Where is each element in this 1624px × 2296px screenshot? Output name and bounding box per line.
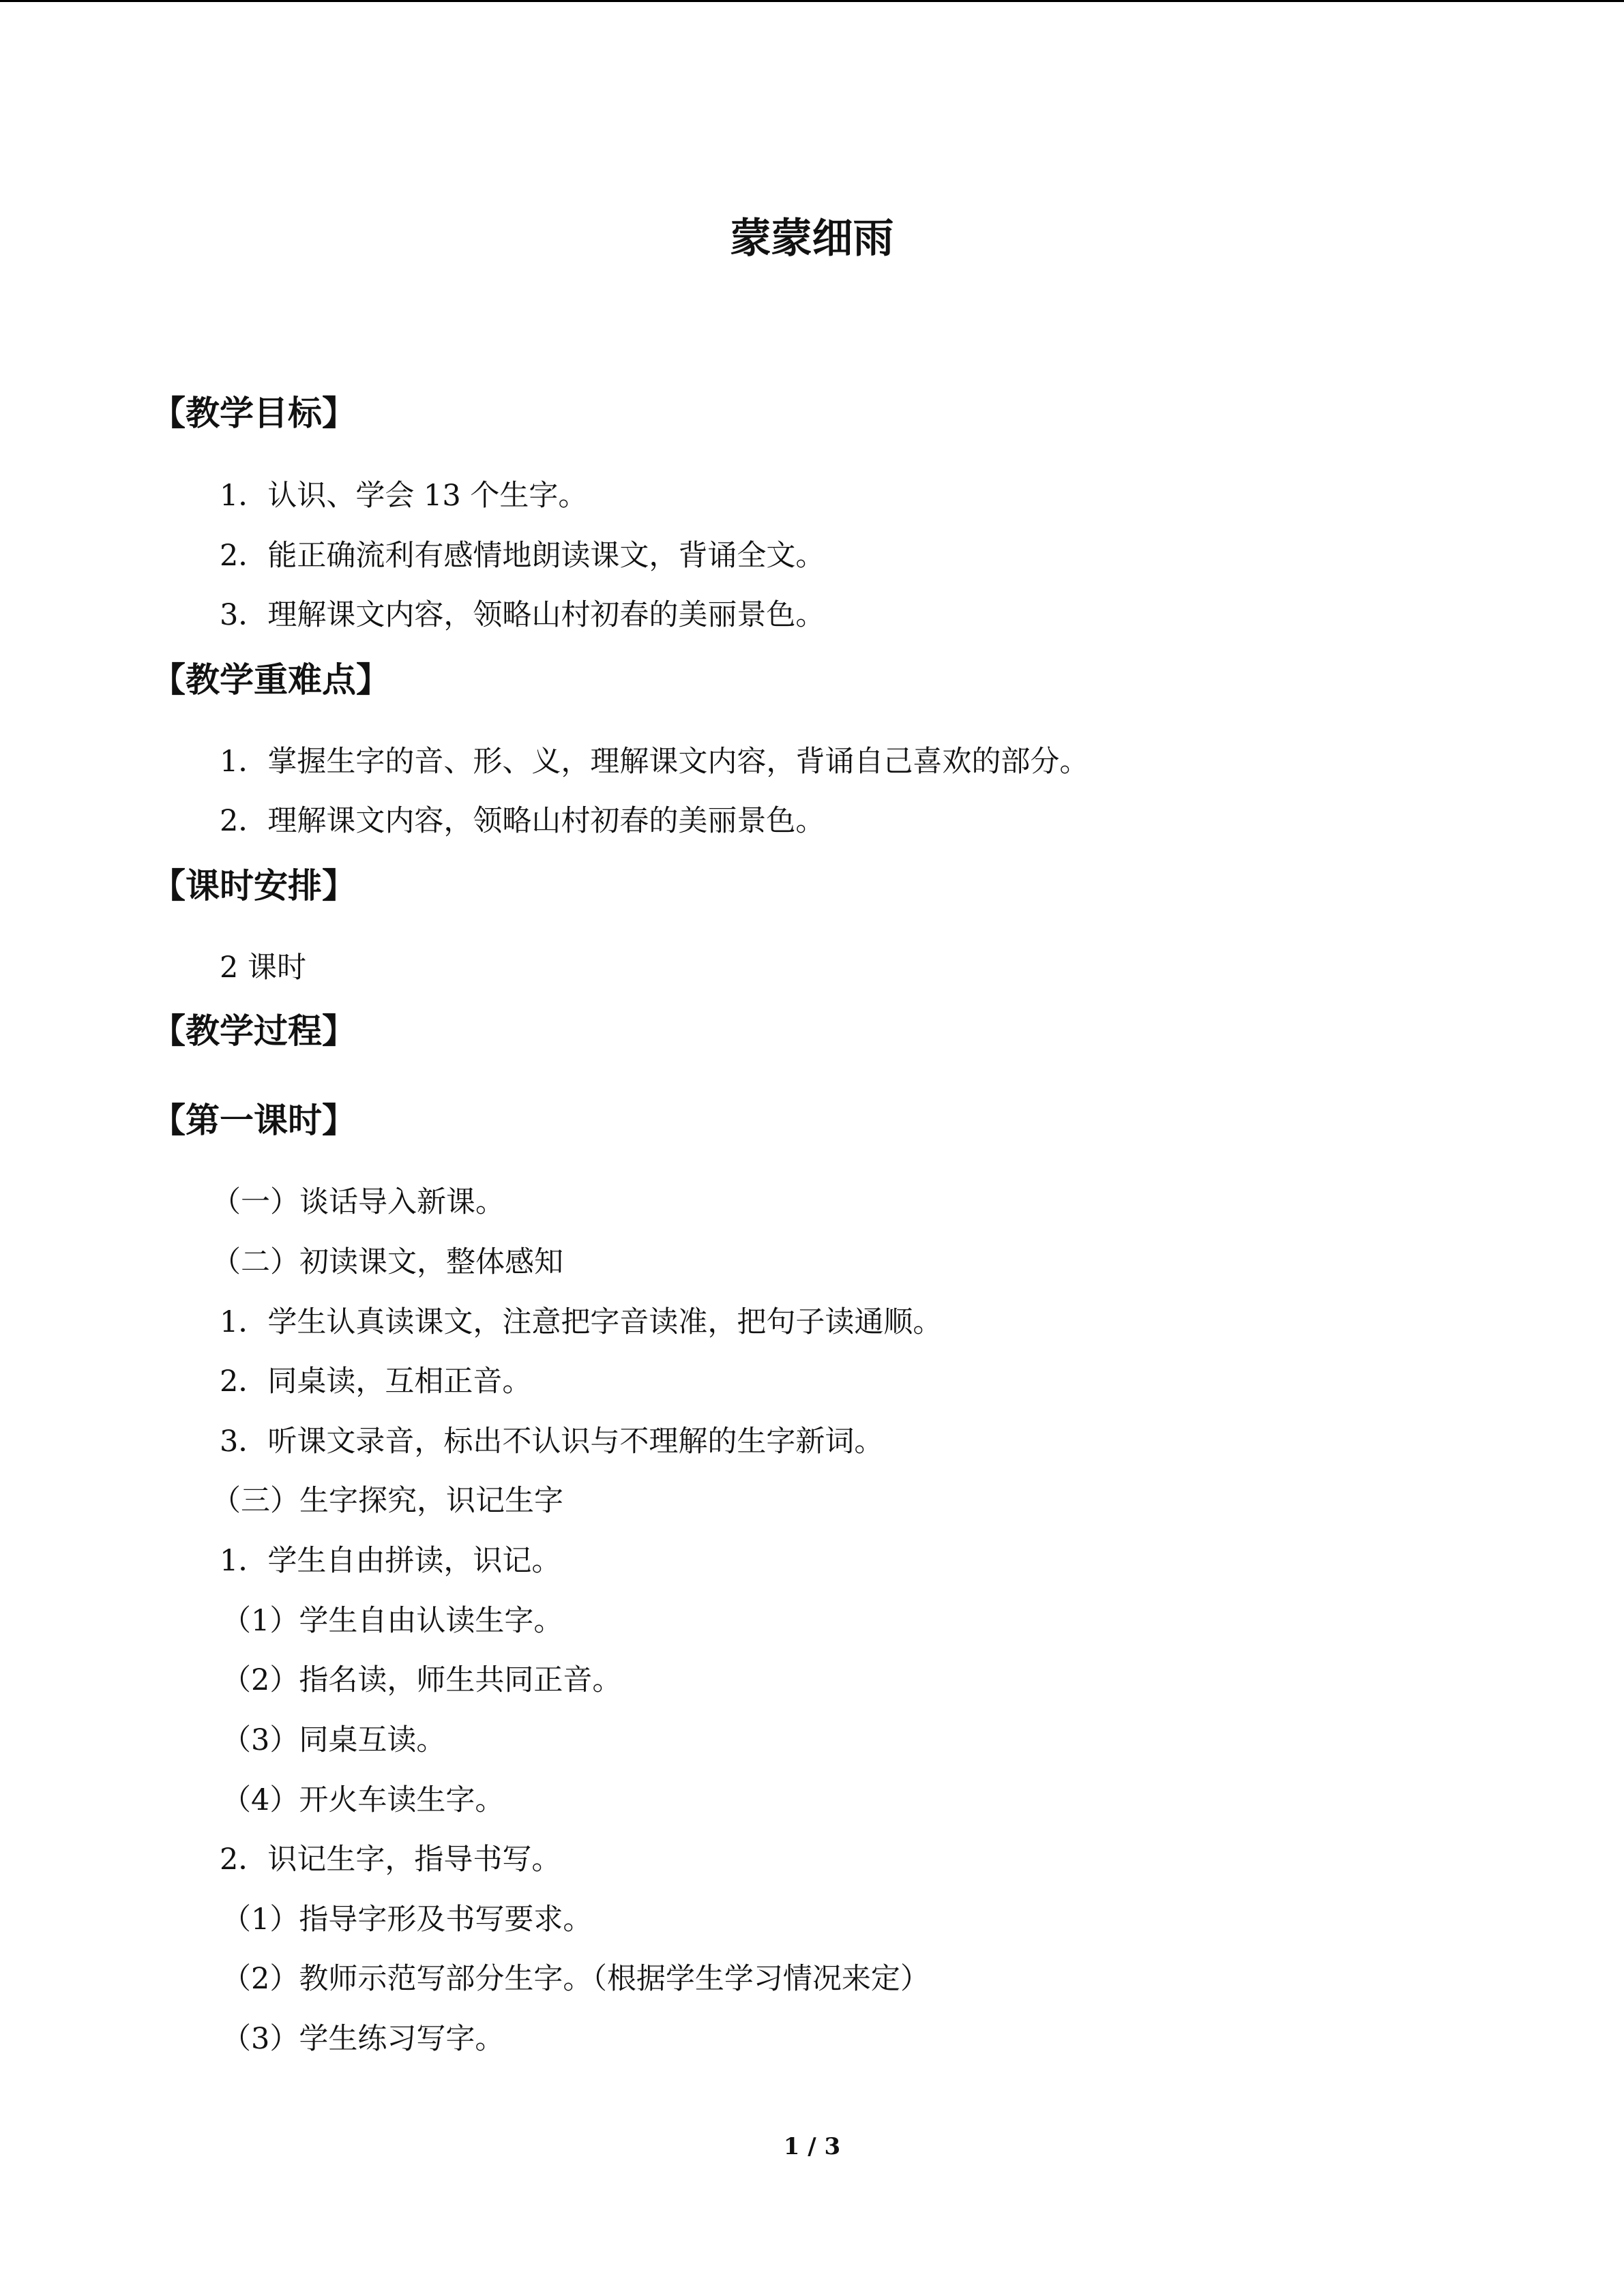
key-point-item-2: 2．理解课文内容，领略山村初春的美丽景色。 — [220, 804, 825, 838]
lesson1-line: 2．识记生字，指导书写。 — [220, 1843, 561, 1877]
schedule-text: 2 课时 — [220, 951, 307, 985]
lesson1-line: 3．听课文录音，标出不认识与不理解的生字新词。 — [220, 1425, 884, 1459]
lesson1-line: （一）谈话导入新课。 — [211, 1185, 505, 1219]
lesson1-line: （2）教师示范写部分生字。（根据学生学习情况来定） — [222, 1962, 930, 1996]
section-heading-key-points: 【教学重难点】 — [151, 660, 390, 700]
page-number: 1 / 3 — [783, 2133, 841, 2160]
top-border-line — [0, 0, 1624, 2]
section-heading-schedule: 【课时安排】 — [151, 866, 356, 906]
lesson1-line: （3）学生练习写字。 — [222, 2022, 505, 2056]
section-heading-lesson1: 【第一课时】 — [151, 1101, 356, 1140]
lesson1-line: （1）学生自由认读生字。 — [222, 1604, 563, 1638]
goal-item-3: 3．理解课文内容，领略山村初春的美丽景色。 — [220, 598, 825, 632]
section-heading-process: 【教学过程】 — [151, 1011, 356, 1051]
goal-item-2: 2．能正确流利有感情地朗读课文，背诵全文。 — [220, 539, 825, 573]
document-title: 蒙蒙细雨 — [730, 215, 894, 263]
lesson1-line: 1．学生自由拼读，识记。 — [220, 1544, 561, 1578]
lesson1-line: （2）指名读，师生共同正音。 — [222, 1663, 622, 1697]
lesson1-line: （4）开火车读生字。 — [222, 1783, 505, 1817]
lesson1-line: 2．同桌读，互相正音。 — [220, 1365, 532, 1399]
key-point-item-1: 1．掌握生字的音、形、义，理解课文内容，背诵自己喜欢的部分。 — [220, 745, 1089, 779]
lesson1-line: （二）初读课文，整体感知 — [211, 1245, 563, 1279]
lesson1-line: （3）同桌互读。 — [222, 1723, 446, 1757]
lesson1-line: （三）生字探究，识记生字 — [211, 1484, 563, 1518]
goal-item-1: 1．认识、学会 13 个生字。 — [220, 479, 588, 513]
section-heading-goals: 【教学目标】 — [151, 393, 356, 433]
lesson1-line: 1．学生认真读课文，注意把字音读准，把句子读通顺。 — [220, 1305, 943, 1339]
lesson1-line: （1）指导字形及书写要求。 — [222, 1903, 593, 1937]
